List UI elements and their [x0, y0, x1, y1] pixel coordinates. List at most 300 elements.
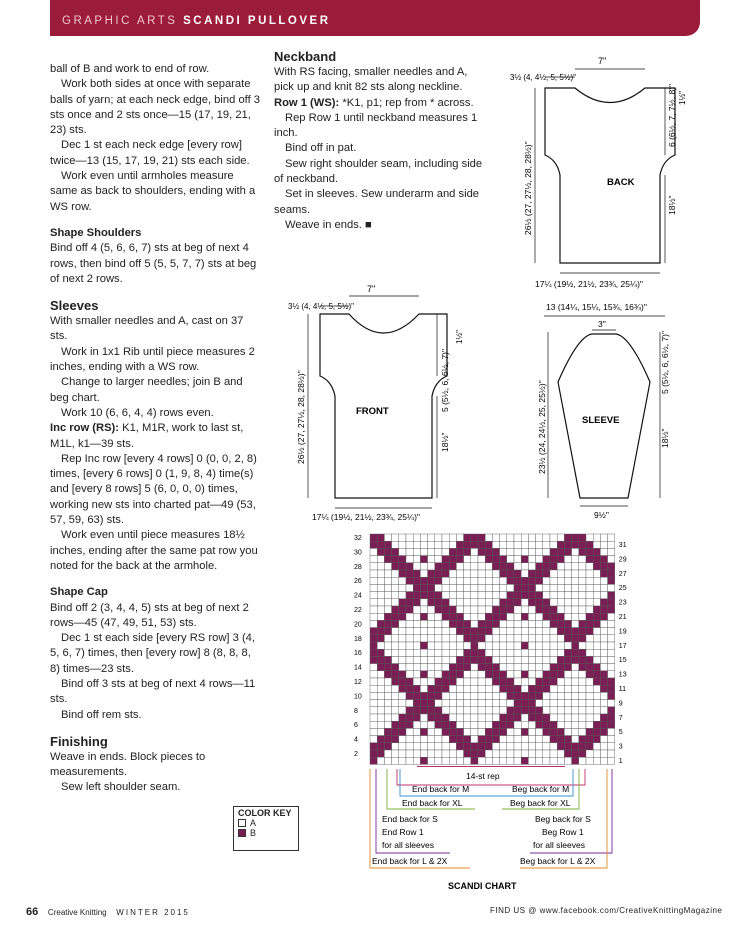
chart-cell: [536, 642, 543, 649]
chart-cell: [413, 750, 420, 757]
chart-cell: [572, 678, 579, 685]
heading-sleeves: Sleeves: [50, 298, 99, 314]
chart-cell: [543, 577, 550, 584]
chart-cell: [507, 563, 514, 570]
chart-cell: [543, 664, 550, 671]
chart-cell: [370, 728, 377, 735]
chart-cell: [507, 671, 514, 678]
chart-cell: [579, 556, 586, 563]
chart-cell: [478, 570, 485, 577]
chart-cell: [370, 599, 377, 606]
chart-cell: [370, 592, 377, 599]
chart-cell: [543, 635, 550, 642]
chart-cell: [543, 563, 550, 570]
chart-cell: [392, 671, 399, 678]
chart-cell: [420, 620, 427, 627]
chart-cell: [521, 728, 528, 735]
chart-line-1: Beg back for M: [512, 784, 570, 794]
chart-cell: [550, 750, 557, 757]
row-number-left: 28: [354, 563, 362, 571]
chart-cell: [514, 577, 521, 584]
chart-cell: [528, 613, 535, 620]
chart-cell: [557, 678, 564, 685]
chart-cell: [600, 743, 607, 750]
chart-cell: [557, 707, 564, 714]
chart-cell: [406, 721, 413, 728]
chart-cell: [464, 620, 471, 627]
chart-cell: [464, 584, 471, 591]
chart-cell: [478, 656, 485, 663]
chart-cell: [399, 620, 406, 627]
chart-cell: [377, 642, 384, 649]
chart-cell: [392, 628, 399, 635]
chart-cell: [406, 664, 413, 671]
chart-cell: [420, 678, 427, 685]
chart-cell: [586, 548, 593, 555]
chart-cell: [608, 700, 615, 707]
chart-cell: [507, 736, 514, 743]
chart-cell: [406, 714, 413, 721]
chart-cell: [478, 700, 485, 707]
chart-cell: [593, 721, 600, 728]
chart-cell: [600, 592, 607, 599]
chart-cell: [413, 728, 420, 735]
chart-cell: [428, 620, 435, 627]
chart-cell: [377, 534, 384, 541]
chart-cell: [492, 577, 499, 584]
chart-cell: [550, 714, 557, 721]
chart-cell: [557, 649, 564, 656]
chart-cell: [471, 721, 478, 728]
chart-cell: [536, 743, 543, 750]
chart-cell: [485, 750, 492, 757]
chart-cell: [435, 692, 442, 699]
chart-cell: [428, 534, 435, 541]
chart-cell: [600, 642, 607, 649]
chart-cell: [442, 649, 449, 656]
issue: WINTER 2015: [116, 908, 190, 917]
chart-cell: [478, 728, 485, 735]
chart-cell: [564, 541, 571, 548]
chart-cell: [442, 757, 449, 764]
chart-cell: [564, 743, 571, 750]
chart-cell: [557, 635, 564, 642]
chart-cell: [377, 548, 384, 555]
chart-cell: [485, 570, 492, 577]
chart-cell: [579, 635, 586, 642]
chart-cell: [500, 750, 507, 757]
chart-cell: [492, 570, 499, 577]
chart-cell: [428, 743, 435, 750]
chart-cell: [471, 635, 478, 642]
chart-cell: [377, 620, 384, 627]
chart-cell: [543, 548, 550, 555]
chart-cell: [377, 541, 384, 548]
chart-cell: [514, 743, 521, 750]
chart-cell: [392, 692, 399, 699]
chart-cell: [500, 628, 507, 635]
chart-line-7: Beg back for S: [535, 814, 591, 824]
chart-rep: 14-st rep: [466, 771, 500, 781]
chart-cell: [399, 736, 406, 743]
chart-cell: [442, 628, 449, 635]
chart-cell: [514, 541, 521, 548]
chart-cell: [557, 599, 564, 606]
heading-neckband: Neckband: [274, 49, 337, 64]
chart-cell: [456, 570, 463, 577]
row-number-right: 21: [618, 614, 627, 621]
chart-cell: [528, 743, 535, 750]
chart-cell: [507, 635, 514, 642]
chart-cell: [399, 707, 406, 714]
chart-cell: [370, 757, 377, 764]
chart-cell: [557, 570, 564, 577]
chart-cell: [608, 743, 615, 750]
para: Work 10 (6, 6, 4, 4) rows even.: [61, 406, 214, 419]
sleeve-label: SLEEVE: [582, 415, 620, 426]
chart-cell: [514, 728, 521, 735]
chart-cell: [406, 728, 413, 735]
chart-cell: [500, 563, 507, 570]
chart-cell: [485, 584, 492, 591]
chart-cell: [557, 656, 564, 663]
chart-cell: [464, 692, 471, 699]
chart-cell: [579, 721, 586, 728]
chart-cell: [413, 563, 420, 570]
chart-cell: [420, 534, 427, 541]
chart-cell: [514, 570, 521, 577]
chart-cell: [521, 628, 528, 635]
scandi-chart: [350, 528, 640, 898]
front-side: 18½": [440, 432, 450, 452]
chart-cell: [492, 563, 499, 570]
chart-cell: [500, 570, 507, 577]
chart-cell: [521, 548, 528, 555]
chart-cell: [593, 606, 600, 613]
chart-cell: [528, 599, 535, 606]
chart-cell: [492, 628, 499, 635]
chart-cell: [413, 577, 420, 584]
back-armhole: 6 (6½, 7, 7½, 8)": [667, 83, 677, 147]
front-shoulder-width: 3½ (4, 4½, 5, 5½)": [288, 302, 354, 311]
chart-cell: [464, 685, 471, 692]
chart-cell: [507, 599, 514, 606]
chart-cell: [514, 584, 521, 591]
chart-cell: [557, 541, 564, 548]
chart-cell: [392, 721, 399, 728]
chart-cell: [572, 743, 579, 750]
chart-cell: [370, 750, 377, 757]
chart-cell: [550, 685, 557, 692]
chart-cell: [557, 721, 564, 728]
chart-cell: [377, 714, 384, 721]
chart-cell: [370, 642, 377, 649]
chart-cell: [608, 728, 615, 735]
chart-cell: [435, 685, 442, 692]
sleeve-length: 23½ (24, 24½, 25, 25½)": [537, 380, 547, 474]
chart-cell: [399, 541, 406, 548]
chart-cell: [384, 743, 391, 750]
chart-cell: [608, 599, 615, 606]
swatch-b: [238, 829, 246, 837]
chart-cell: [377, 556, 384, 563]
chart-cell: [449, 599, 456, 606]
chart-cell: [464, 736, 471, 743]
para: Bind off rem sts.: [61, 708, 142, 721]
chart-cell: [521, 577, 528, 584]
row-number-left: 20: [354, 621, 362, 629]
chart-cell: [392, 750, 399, 757]
chart-title: SCANDI CHART: [448, 881, 517, 891]
chart-cell: [471, 613, 478, 620]
chart-cell: [370, 678, 377, 685]
front-armhole: 5 (5½, 6, 6½, 7)": [440, 348, 450, 412]
row-number-left: 2: [354, 751, 358, 758]
inc-row-label: Inc row (RS):: [50, 422, 119, 435]
chart-cell: [593, 649, 600, 656]
chart-cell: [392, 599, 399, 606]
chart-cell: [420, 685, 427, 692]
chart-cell: [435, 678, 442, 685]
chart-cell: [435, 599, 442, 606]
chart-cell: [579, 707, 586, 714]
heading-finishing: Finishing: [50, 733, 108, 749]
chart-cell: [449, 628, 456, 635]
chart-cell: [428, 692, 435, 699]
chart-cell: [413, 592, 420, 599]
chart-cell: [392, 534, 399, 541]
chart-cell: [478, 671, 485, 678]
chart-cell: [514, 685, 521, 692]
chart-cell: [428, 721, 435, 728]
para: Work even until armholes measure same as back to shoulders, ending with a WS row.: [50, 170, 256, 213]
chart-cell: [420, 592, 427, 599]
chart-cell: [507, 707, 514, 714]
chart-cell: [392, 649, 399, 656]
chart-cell: [428, 757, 435, 764]
chart-cell: [471, 757, 478, 764]
chart-cell: [521, 750, 528, 757]
chart-cell: [600, 620, 607, 627]
chart-cell: [392, 700, 399, 707]
chart-cell: [392, 642, 399, 649]
chart-cell: [485, 692, 492, 699]
chart-cell: [543, 707, 550, 714]
chart-cell: [600, 700, 607, 707]
para: [274, 96, 484, 111]
row-numbers-left: [354, 535, 362, 758]
chart-cell: [406, 563, 413, 570]
chart-cell: [471, 700, 478, 707]
chart-cell: [492, 692, 499, 699]
chart-cell: [384, 584, 391, 591]
chart-cell: [384, 548, 391, 555]
chart-cell: [564, 649, 571, 656]
chart-cell: [557, 534, 564, 541]
chart-cell: [384, 664, 391, 671]
chart-cell: [579, 613, 586, 620]
chart-cell: [456, 613, 463, 620]
chart-cell: [464, 628, 471, 635]
row-number-right: 25: [618, 585, 627, 593]
chart-cell: [521, 714, 528, 721]
chart-cell: [435, 534, 442, 541]
para: With RS facing, smaller needles and A, pick up and knit 82 sts along neckline.: [274, 66, 468, 94]
chart-cell: [572, 606, 579, 613]
chart-cell: [442, 635, 449, 642]
sleeve-cap-width: 3": [598, 319, 606, 329]
chart-cell: [586, 592, 593, 599]
chart-cell: [456, 757, 463, 764]
chart-cell: [392, 757, 399, 764]
chart-cell: [478, 714, 485, 721]
chart-cell: [500, 577, 507, 584]
chart-cell: [528, 757, 535, 764]
chart-cell: [435, 620, 442, 627]
chart-cell: [492, 599, 499, 606]
chart-cell: [507, 692, 514, 699]
chart-cell: [420, 736, 427, 743]
chart-cell: [521, 721, 528, 728]
chart-cell: [507, 606, 514, 613]
chart-cell: [536, 541, 543, 548]
para: [50, 421, 262, 452]
chart-cell: [413, 635, 420, 642]
chart-cell: [536, 757, 543, 764]
chart-cell: [435, 563, 442, 570]
chart-cell: [500, 534, 507, 541]
chart-cell: [521, 649, 528, 656]
chart-cell: [478, 736, 485, 743]
chart-cell: [586, 570, 593, 577]
chart-cell: [377, 728, 384, 735]
chart-cell: [579, 685, 586, 692]
chart-cell: [492, 714, 499, 721]
chart-cell: [464, 570, 471, 577]
chart-cell: [557, 743, 564, 750]
chart-cell: [536, 628, 543, 635]
chart-cell: [413, 620, 420, 627]
chart-cell: [485, 743, 492, 750]
chart-cell: [370, 548, 377, 555]
para: Sew right shoulder seam, including side of neckband.: [274, 157, 483, 186]
chart-cell: [492, 743, 499, 750]
chart-cell: [471, 664, 478, 671]
chart-cell: [435, 584, 442, 591]
chart-cell: [442, 642, 449, 649]
chart-cell: [377, 577, 384, 584]
chart-cell: [550, 656, 557, 663]
chart-cell: [442, 714, 449, 721]
chart-cell: [600, 570, 607, 577]
chart-cell: [600, 671, 607, 678]
chart-cell: [507, 548, 514, 555]
chart-cell: [428, 714, 435, 721]
chart-cell: [579, 563, 586, 570]
chart-cell: [557, 548, 564, 555]
chart-cell: [492, 678, 499, 685]
chart-cell: [536, 599, 543, 606]
chart-cell: [586, 642, 593, 649]
chart-cell: [528, 642, 535, 649]
chart-line-8: Beg Row 1: [542, 827, 584, 837]
sleeve-side: 18½": [660, 428, 670, 448]
chart-cell: [442, 620, 449, 627]
chart-cell: [464, 613, 471, 620]
color-key-title: COLOR KEY: [238, 808, 292, 818]
chart-cell: [471, 743, 478, 750]
chart-cell: [442, 678, 449, 685]
para: Dec 1 st each neck edge [every row] twice—13 (15, 17, 19, 21) sts each side.: [50, 139, 250, 167]
chart-cell: [399, 700, 406, 707]
chart-line-11: Beg back for L & 2X: [520, 856, 596, 866]
chart-cell: [449, 620, 456, 627]
sleeve-cap-height: 5 (5½, 6, 6½, 7)": [660, 330, 670, 394]
chart-cell: [550, 642, 557, 649]
chart-cell: [608, 721, 615, 728]
chart-cell: [586, 728, 593, 735]
chart-cell: [543, 678, 550, 685]
chart-cell: [543, 685, 550, 692]
chart-cell: [413, 757, 420, 764]
chart-cell: [579, 548, 586, 555]
chart-cell: [485, 577, 492, 584]
chart-cell: [428, 685, 435, 692]
chart-cell: [550, 700, 557, 707]
chart-cell: [543, 584, 550, 591]
chart-cell: [478, 592, 485, 599]
chart-cell: [413, 570, 420, 577]
chart-cell: [492, 642, 499, 649]
chart-cell: [370, 541, 377, 548]
chart-cell: [600, 685, 607, 692]
chart-cell: [608, 606, 615, 613]
chart-cell: [420, 541, 427, 548]
row-number-right: 15: [618, 657, 627, 665]
para: Work in 1x1 Rib until piece measures 2 inches, ending with a WS row.: [50, 345, 255, 374]
chart-cell: [399, 613, 406, 620]
chart-cell: [464, 721, 471, 728]
chart-cell: [564, 656, 571, 663]
chart-cell: [449, 750, 456, 757]
chart-cell: [572, 541, 579, 548]
header-section: GRAPHIC ARTS: [62, 15, 178, 27]
chart-cell: [557, 700, 564, 707]
para: Weave in ends. Block pieces to measurements.: [50, 750, 206, 779]
chart-cell: [600, 613, 607, 620]
chart-cell: [464, 728, 471, 735]
chart-cell: [413, 599, 420, 606]
chart-cell: [377, 707, 384, 714]
chart-cell: [586, 584, 593, 591]
chart-cell: [608, 671, 615, 678]
chart-cell: [384, 721, 391, 728]
chart-cell: [449, 736, 456, 743]
chart-cell: [449, 592, 456, 599]
chart-cell: [586, 750, 593, 757]
chart-cell: [521, 685, 528, 692]
row-number-right: 3: [618, 743, 623, 751]
chart-cell: [514, 692, 521, 699]
chart-cell: [442, 707, 449, 714]
chart-cell: [449, 656, 456, 663]
chart-cell: [478, 685, 485, 692]
row-number-left: 18: [354, 635, 362, 643]
chart-cell: [550, 635, 557, 642]
chart-cell: [507, 678, 514, 685]
chart-cell: [435, 592, 442, 599]
chart-cell: [377, 635, 384, 642]
